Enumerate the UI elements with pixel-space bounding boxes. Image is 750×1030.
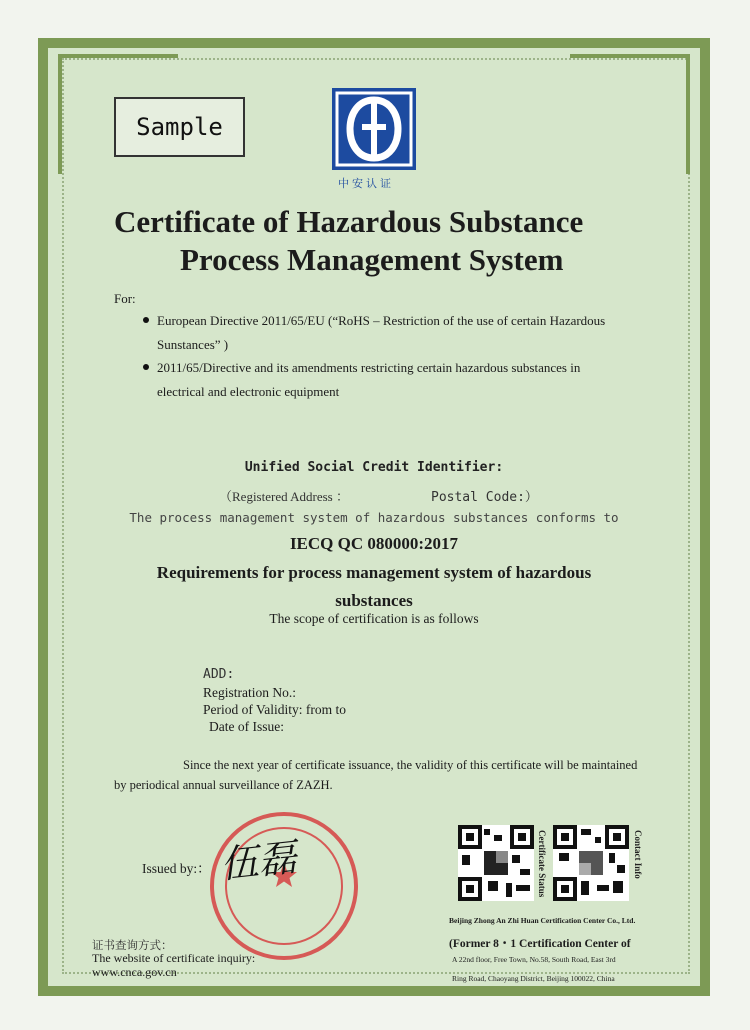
bullet-1-line2: Sunstances” ) (157, 337, 229, 352)
frame-bar-right (686, 54, 690, 174)
issuer-former: (Former 8・1 Certification Center of (449, 938, 631, 950)
certificate-title-line2: Process Management System (180, 242, 564, 277)
directive-bullet-1 (143, 309, 643, 357)
directive-bullet-2 (143, 356, 643, 404)
issued-by-label: Issued by:： (142, 861, 211, 876)
surveillance-line1: Since the next year of certificate issuance, the validity of this certificate will be maintained (183, 758, 638, 772)
address-field: ADD: (203, 667, 235, 682)
issuer-address-line2: Ring Road, Chaoyang District, Beijing 100022, China (452, 974, 615, 983)
bullet-dot (143, 317, 149, 323)
certificate-status-qr-icon[interactable] (458, 825, 534, 901)
certificate-status-label: Certificate Status (537, 830, 547, 898)
certification-logo (332, 88, 416, 170)
conforms-text: The process management system of hazardous substances conforms to (129, 510, 619, 525)
bullet-dot (143, 364, 149, 370)
surveillance-line2: by periodical annual surveillance of ZAZH. (114, 778, 333, 792)
contact-info-qr-icon[interactable] (553, 825, 629, 901)
frame-bar-top-left (58, 54, 178, 58)
frame-bar-top-right (570, 54, 690, 58)
for-label: For: (114, 291, 136, 306)
standard-code: IECQ QC 080000:2017 (289, 534, 459, 553)
bullet-1-line1: European Directive 2011/65/EU (“RoHS – Restriction of the use of certain Hazardous (157, 313, 606, 328)
scope-text: The scope of certification is as follows (269, 611, 479, 626)
inquiry-english: The website of certificate inquiry: (92, 951, 256, 965)
registration-number: Registration No.: (203, 685, 296, 700)
issue-date: Date of Issue: (209, 719, 284, 734)
requirements-line1: Requirements for process management system of hazardous (156, 563, 592, 582)
bullet-2-line2: electrical and electronic equipment (157, 384, 340, 399)
contact-info-label: Contact Info (633, 830, 643, 879)
signature: 伍磊 (218, 835, 299, 887)
issuer-name: Beijing Zhong An Zhi Huan Certification Center Co., Ltd. (449, 916, 636, 925)
frame-bar-left (58, 54, 62, 174)
logo-caption: 中安认证 (338, 177, 394, 190)
validity-period: Period of Validity: from to (203, 702, 346, 717)
bullet-2-line1: 2011/65/Directive and its amendments restricting certain hazardous substances in (157, 360, 581, 375)
inquiry-chinese: 证书查询方式： (92, 938, 173, 952)
requirements-line2: substances (335, 591, 413, 610)
credit-identifier: Unified Social Credit Identifier: (244, 460, 504, 475)
certificate-title-line1: Certificate of Hazardous Substance (114, 204, 584, 239)
sample-label: Sample (114, 97, 245, 157)
registered-address: （Registered Address ： (219, 489, 349, 504)
postal-code: Postal Code:） (431, 490, 538, 505)
issuer-address-line1: A 22nd floor, Free Town, No.58, South Road, East 3rd (452, 955, 616, 964)
inquiry-url-link[interactable]: www.cnca.gov.cn (92, 965, 177, 979)
